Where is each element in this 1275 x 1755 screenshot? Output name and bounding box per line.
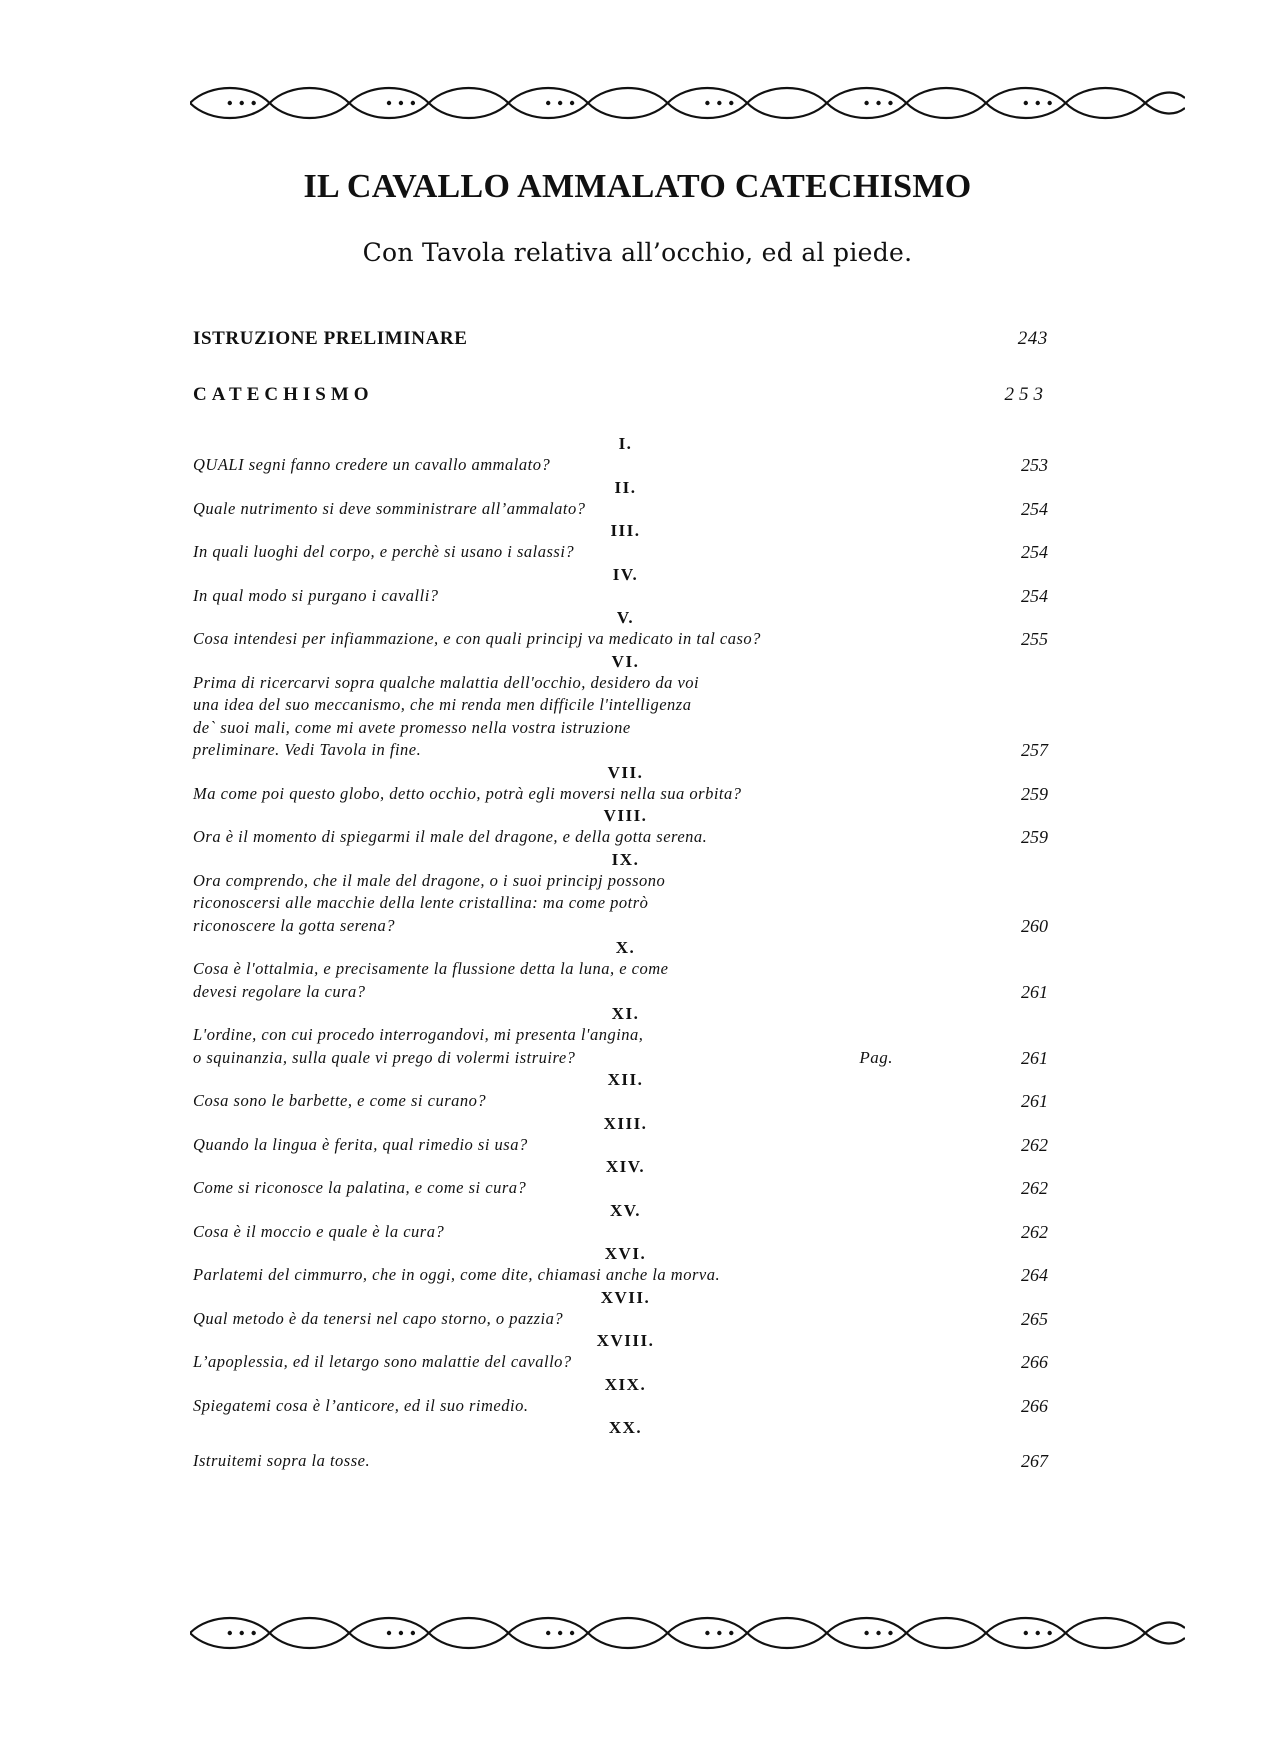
question-text: Prima di ricercarvi sopra qualche malattia dell'occhio, desidero da voi una idea del suo meccanismo, che mi renda men difficile l'intelligenza de` suoi mali, come mi avete promesso nella vostra istruzione preliminare. Vedi Tavola in fine. (193, 672, 700, 759)
toc-entry (193, 607, 1048, 651)
chapter-numeral: V. (616, 608, 635, 627)
page-number: 262 (1021, 1134, 1048, 1155)
bottom-ornament-border (190, 1608, 1185, 1658)
question-text: L’apoplessia, ed il letargo sono malattie del cavallo? (193, 1352, 572, 1371)
page-number: 267 (1021, 1451, 1048, 1471)
question-line (193, 1177, 1048, 1200)
toc-entry (193, 1374, 1048, 1418)
toc-entry (193, 1069, 1048, 1113)
question-text: Parlatemi del cimmurro, che in oggi, come dite, chiamasi anche la morva. (193, 1265, 721, 1284)
toc-entry (193, 1243, 1048, 1287)
toc-entry (193, 805, 1048, 849)
page-number: 265 (1021, 1308, 1048, 1329)
question-text: Spiegatemi cosa è l’anticore, ed il suo rimedio. (193, 1395, 529, 1415)
question-line (193, 498, 1048, 521)
chapter-numeral: XI. (611, 1004, 640, 1023)
page-number: 260 (1021, 915, 1048, 936)
question-line (193, 454, 1048, 477)
page-number: 261 (1021, 1091, 1048, 1111)
question-text: Ora comprendo, che il male del dragone, o i suoi principj possono riconoscersi alle macchie della lente cristallina: ma come potrò riconoscere la gotta serena? (193, 870, 666, 935)
chapter-numeral: XX. (608, 1418, 643, 1437)
ornament-vine-icon (190, 78, 1185, 128)
question-line (193, 1351, 1048, 1374)
question-text: Quando la lingua è ferita, qual rimedio si usa? (193, 1134, 528, 1154)
chapter-numeral: XIV. (605, 1157, 646, 1176)
chapter-numeral: XIII. (603, 1113, 648, 1133)
question-text: L'ordine, con cui procedo interrogandovi, mi presenta l'angina, o squinanzia, sulla quale vi prego di volermi istruire? (193, 1025, 644, 1067)
page-number: 254 (1021, 498, 1048, 519)
question-line (193, 1090, 1048, 1113)
question-text: Quale nutrimento si deve somministrare all’ammalato? (193, 498, 586, 518)
page-number: 259 (1021, 783, 1048, 804)
toc-entry (193, 433, 1048, 477)
page-number: 254 (1021, 542, 1048, 562)
page-number: 255 (1021, 629, 1048, 649)
page-number: 264 (1021, 1265, 1048, 1285)
page-number: 261 (1021, 1047, 1048, 1068)
chapter-numeral: I. (618, 434, 633, 453)
section-label: ISTRUZIONE PRELIMINARE (193, 328, 468, 349)
question-line (193, 1221, 1048, 1244)
table-of-contents (193, 433, 1048, 1473)
question-line (193, 628, 1048, 651)
chapter-numeral: XIX. (604, 1374, 647, 1394)
page-number: 259 (1021, 827, 1048, 847)
question-line (193, 672, 1048, 762)
top-ornament-border (190, 78, 1185, 128)
page-number: 253 (1021, 455, 1048, 475)
toc-entry (193, 1417, 1048, 1473)
chapter-numeral: VIII. (603, 806, 648, 825)
question-line (193, 783, 1048, 806)
document-subtitle: Con Tavola relativa all’occhio, ed al piede. (362, 238, 913, 267)
chapter-numeral: XII. (607, 1070, 644, 1089)
chapter-numeral: IV. (612, 564, 639, 584)
question-line (193, 958, 1048, 1003)
spacer (193, 1438, 1048, 1450)
toc-entry (193, 849, 1048, 938)
page-number: 262 (1021, 1178, 1048, 1198)
question-text: Cosa sono le barbette, e come si curano? (193, 1091, 487, 1110)
toc-entry (193, 651, 1048, 762)
chapter-numeral: XVI. (604, 1244, 647, 1263)
chapter-numeral: VI. (611, 651, 640, 671)
toc-entry (193, 762, 1048, 806)
page-number: 262 (1021, 1221, 1048, 1242)
chapter-numeral: XVII. (600, 1287, 651, 1307)
question-line (193, 541, 1048, 564)
toc-entry (193, 1287, 1048, 1331)
question-line (193, 1264, 1048, 1287)
question-line (193, 1134, 1048, 1157)
toc-entry (193, 1156, 1048, 1200)
question-line (193, 1450, 1048, 1473)
question-line (193, 585, 1048, 608)
page-number: 257 (1021, 740, 1048, 760)
page-number: 261 (1021, 981, 1048, 1002)
question-text: Cosa intendesi per infiammazione, e con quali principj va medicato in tal caso? (193, 629, 761, 648)
question-text: Come si riconosce la palatina, e come si cura? (193, 1178, 527, 1197)
toc-entry (193, 937, 1048, 1003)
question-text: Qual metodo è da tenersi nel capo storno, o pazzia? (193, 1308, 564, 1328)
question-line (193, 1024, 1048, 1069)
section-label: CATECHISMO (193, 384, 374, 405)
page-number: 254 (1021, 585, 1048, 606)
question-line (193, 870, 1048, 938)
toc-entry (193, 564, 1048, 608)
chapter-numeral: XVIII. (596, 1331, 655, 1350)
toc-entry (193, 477, 1048, 521)
chapter-numeral: II. (614, 477, 637, 497)
question-text: Ora è il momento di spiegarmi il male del dragone, e della gotta serena. (193, 827, 708, 846)
toc-entry (193, 1003, 1048, 1069)
toc-entry (193, 520, 1048, 564)
chapter-numeral: III. (610, 521, 641, 540)
question-line (193, 1395, 1048, 1418)
pag-label: Pag. (859, 1047, 893, 1067)
question-text: In quali luoghi del corpo, e perchè si usano i salassi? (193, 542, 575, 561)
toc-entry (193, 1330, 1048, 1374)
question-text: QUALI segni fanno credere un cavallo ammalato? (193, 455, 551, 474)
question-text: Cosa è il moccio e quale è la cura? (193, 1221, 445, 1241)
question-line (193, 826, 1048, 849)
question-text: Istruitemi sopra la tosse. (193, 1451, 371, 1470)
question-text: Ma come poi questo globo, detto occhio, potrà egli moversi nella sua orbita? (193, 783, 742, 803)
chapter-numeral: X. (615, 938, 636, 957)
question-text: In qual modo si purgano i cavalli? (193, 585, 439, 605)
chapter-numeral: VII. (607, 762, 644, 782)
ornament-vine-icon (190, 1608, 1185, 1658)
page-number: 266 (1021, 1395, 1048, 1416)
question-line (193, 1308, 1048, 1331)
toc-entry (193, 1200, 1048, 1244)
chapter-numeral: XV. (609, 1200, 642, 1220)
question-text: Cosa è l'ottalmia, e precisamente la flussione detta la luna, e come devesi regolare la cura? (193, 959, 669, 1001)
page-number: 266 (1021, 1352, 1048, 1372)
section-page-number: 253 (1004, 384, 1048, 405)
section-page-number: 243 (1017, 328, 1048, 349)
chapter-numeral: IX. (611, 849, 640, 869)
toc-entry (193, 1113, 1048, 1157)
document-title: IL CAVALLO AMMALATO CATECHISMO (303, 168, 972, 205)
